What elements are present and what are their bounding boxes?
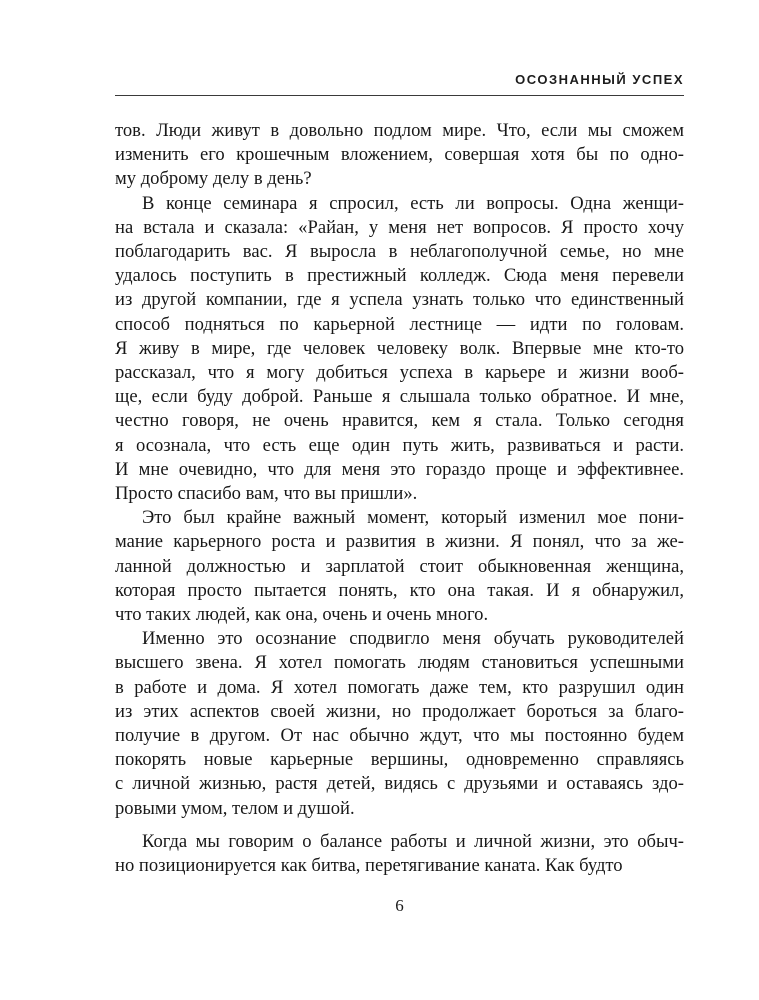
text-line: я осознала, что есть еще один путь жить, развиваться и расти. [115,434,684,456]
text-line: способ подняться по карьерной лестнице — идти по головам. [115,313,684,335]
paragraph [115,506,684,627]
text-line: мание карьерного роста и развития в жизни. Я понял, что за же- [115,531,684,553]
text-line: В конце семинара я спросил, есть ли вопросы. Одна женщи- [142,192,684,214]
text-line: изменить его крошечным вложением, совершая хотя бы по одно- [115,144,684,166]
text-line: тов. Люди живут в довольно подлом мире. Что, если мы сможем [115,120,684,141]
page-body [115,119,684,878]
text-line: честно говоря, не очень нравится, кем я стала. Только сегодня [115,410,684,432]
text-line: Именно это осознание сподвигло меня обучать руководителей [142,628,684,650]
header-rule [115,95,684,96]
text-line: которая просто пытается понять, кто она такая. И я обнаружил, [115,579,684,601]
text-line: но позиционируется как битва, перетягивание каната. Как будто [115,855,623,877]
text-line: Когда мы говорим о балансе работы и личной жизни, это обыч- [142,830,684,852]
text-line: получие в другом. От нас обычно ждут, что мы постоянно будем [115,725,684,747]
text-line: Это был крайне важный момент, который изменил мое пони- [142,507,684,529]
text-line: рассказал, что я могу добиться успеха в карьере и жизни вооб- [115,362,684,384]
paragraph [115,192,684,507]
paragraph [115,830,684,878]
text-line: удалось поступить в престижный колледж. Сюда меня перевели [115,265,684,287]
page-footer [115,896,684,916]
text-line: ще, если буду доброй. Раньше я слышала только обратное. И мне, [115,386,684,408]
text-line: на встала и сказала: «Райан, у меня нет вопросов. Я просто хочу [115,216,684,238]
text-line: из этих аспектов своей жизни, но продолжает бороться за благо- [115,700,684,722]
text-line: поблагодарить вас. Я выросла в неблагополучной семье, но мне [115,241,684,263]
text-line: И мне очевидно, что для меня это гораздо проще и эффективнее. [115,458,684,480]
text-line: ланной должностью и зарплатой стоит обыкновенная женщина, [115,555,684,577]
text-line: высшего звена. Я хотел помогать людям становиться успешными [115,652,684,674]
text-line: Я живу в мире, где человек человеку волк. Впервые мне кто-то [115,337,684,359]
text-line: покорять новые карьерные вершины, одновременно справляясь [115,749,684,771]
text-line: в работе и дома. Я хотел помогать даже тем, кто разрушил один [115,676,684,698]
paragraph [115,119,684,192]
page-number: 6 [395,896,404,915]
text-line: му доброму делу в день? [115,168,312,190]
text-line: что таких людей, как она, очень и очень много. [115,604,489,626]
text-line: с личной жизнью, растя детей, видясь с друзьями и оставаясь здо- [115,773,684,795]
running-head-title: ОСОЗНАННЫЙ УСПЕХ [515,72,684,87]
paragraph [115,627,684,821]
text-line: ровыми умом, телом и душой. [115,797,355,819]
text-line: из другой компании, где я успела узнать только что единственный [115,289,684,311]
text-line: Просто спасибо вам, что вы пришли». [115,483,418,505]
